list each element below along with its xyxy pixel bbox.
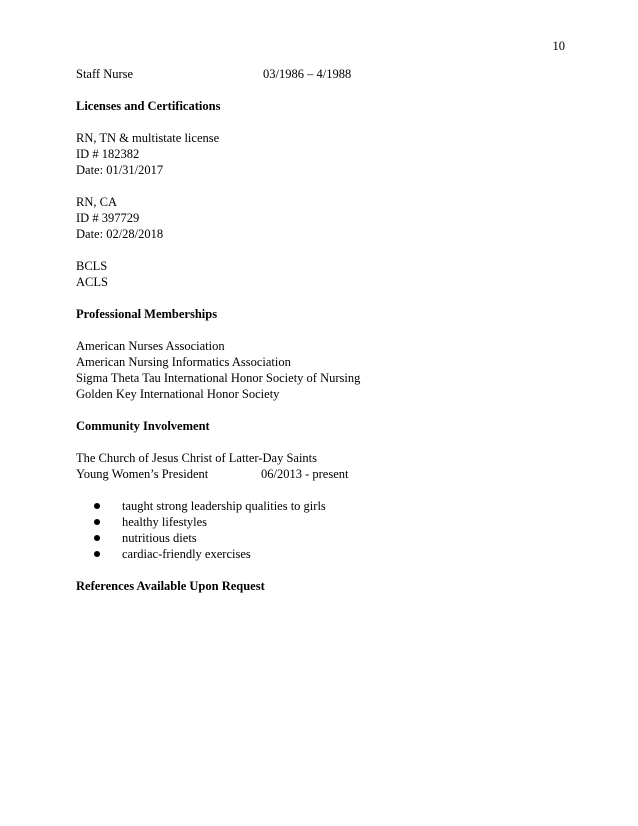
- memberships-heading: Professional Memberships: [76, 307, 218, 321]
- bullet-icon: [94, 503, 100, 509]
- community-role-dates: 06/2013 - present: [261, 467, 349, 481]
- bcls-certification: BCLS: [76, 259, 108, 273]
- community-bullet-list: [76, 498, 576, 562]
- ca-license-id: ID # 397729: [76, 211, 140, 225]
- spacer: [76, 82, 576, 98]
- membership-item: American Nursing Informatics Association: [76, 355, 291, 369]
- employment-row: [76, 66, 576, 82]
- spacer: [76, 482, 576, 498]
- list-item-text: healthy lifestyles: [122, 515, 208, 529]
- job-title: Staff Nurse: [76, 67, 134, 81]
- spacer: [76, 290, 576, 306]
- spacer: [76, 178, 576, 194]
- bullet-icon: [94, 551, 100, 557]
- list-item-text: taught strong leadership qualities to girls: [122, 499, 326, 513]
- community-role-row: [76, 466, 576, 482]
- resume-content: [76, 66, 576, 594]
- bullet-icon: [94, 519, 100, 525]
- list-item: [94, 546, 576, 562]
- spacer: [76, 402, 576, 418]
- community-organization: The Church of Jesus Christ of Latter-Day Saints: [76, 451, 318, 465]
- list-item: [94, 514, 576, 530]
- acls-certification: ACLS: [76, 275, 108, 289]
- ca-license: RN, CA: [76, 195, 117, 209]
- membership-item: Sigma Theta Tau International Honor Society of Nursing: [76, 371, 361, 385]
- bullet-icon: [94, 535, 100, 541]
- list-item-text: nutritious diets: [122, 531, 197, 545]
- spacer: [76, 242, 576, 258]
- community-heading: Community Involvement: [76, 419, 210, 433]
- ca-license-date: Date: 02/28/2018: [76, 227, 164, 241]
- list-item-text: cardiac-friendly exercises: [122, 547, 251, 561]
- membership-item: American Nurses Association: [76, 339, 225, 353]
- spacer: [76, 322, 576, 338]
- tn-license-date: Date: 01/31/2017: [76, 163, 164, 177]
- list-item: [94, 498, 576, 514]
- references-statement: References Available Upon Request: [76, 579, 265, 593]
- licenses-heading: Licenses and Certifications: [76, 99, 221, 113]
- spacer: [76, 562, 576, 578]
- list-item: [94, 530, 576, 546]
- membership-item: Golden Key International Honor Society: [76, 387, 280, 401]
- tn-license: RN, TN & multistate license: [76, 131, 220, 145]
- tn-license-id: ID # 182382: [76, 147, 140, 161]
- spacer: [76, 434, 576, 450]
- community-role: Young Women’s President: [76, 467, 209, 481]
- page-number: 10: [552, 39, 565, 53]
- spacer: [76, 114, 576, 130]
- job-dates: 03/1986 – 4/1988: [263, 67, 352, 81]
